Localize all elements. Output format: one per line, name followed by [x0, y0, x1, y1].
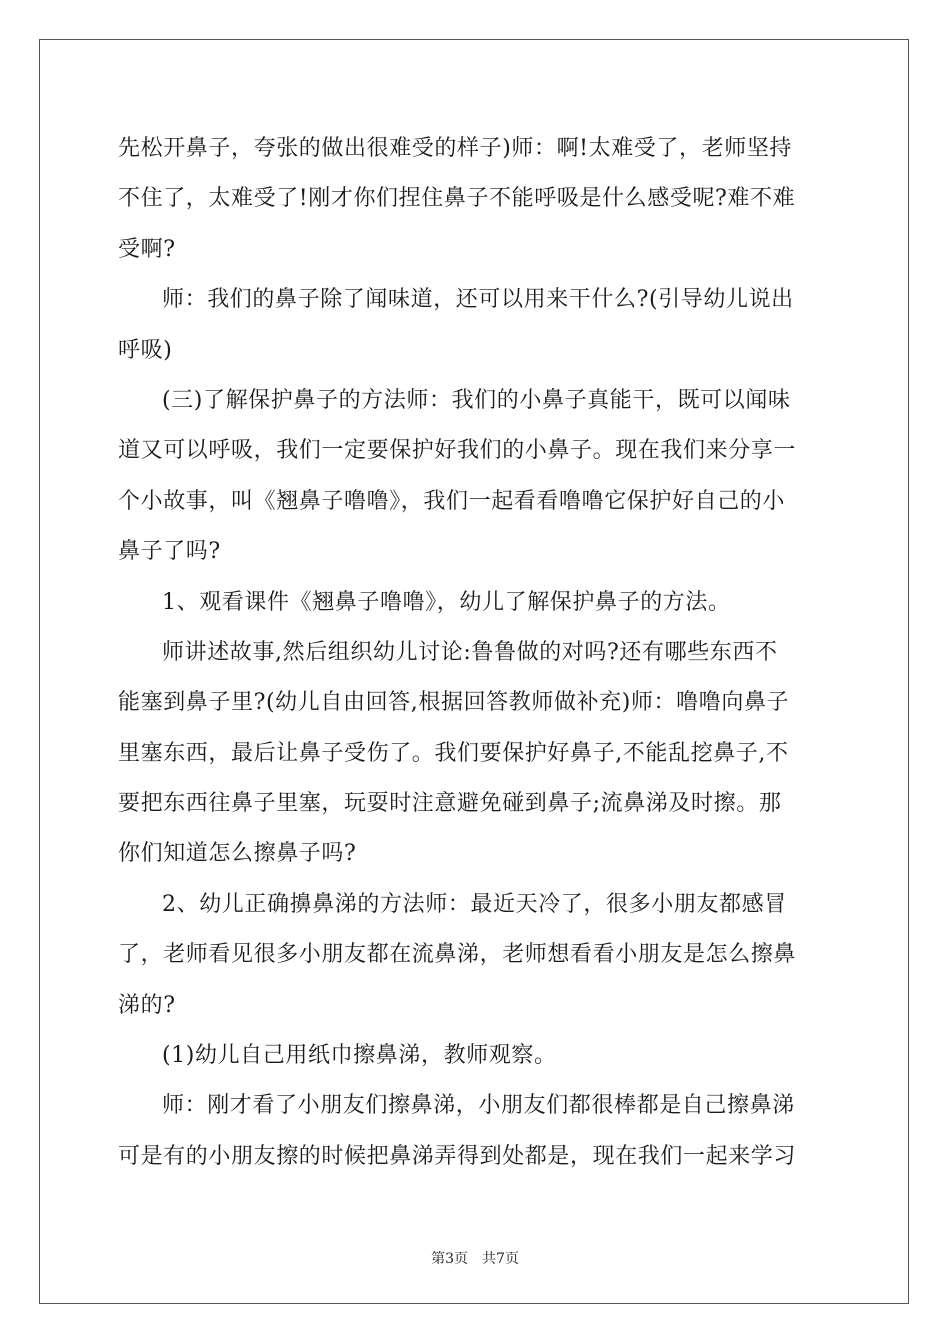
- text-line: 师：刚才看了小朋友们擦鼻涕，小朋友们都很棒都是自己擦鼻涕: [162, 1093, 795, 1119]
- text-line: 道又可以呼吸，我们一定要保护好我们的小鼻子。现在我们来分享一: [118, 438, 797, 464]
- text-line: 可是有的小朋友擦的时候把鼻涕弄得到处都是，现在我们一起来学习: [118, 1143, 797, 1169]
- text-line: 你们知道怎么擦鼻子吗?: [118, 841, 357, 867]
- page-number-total: 共7页: [482, 1251, 519, 1267]
- page-footer: [0, 1248, 950, 1268]
- text-line: 要把东西往鼻子里塞，玩耍时注意避免碰到鼻子;流鼻涕及时擦。那: [118, 791, 782, 817]
- text-line: (三)了解保护鼻子的方法师：我们的小鼻子真能干，既可以闻味: [162, 387, 791, 413]
- text-line: 受啊?: [118, 236, 176, 262]
- text-line: 师讲述故事,然后组织幼儿讨论:鲁鲁做的对吗?还有哪些东西不: [162, 639, 778, 665]
- text-line: 不住了，太难受了!刚才你们捏住鼻子不能呼吸是什么感受呢?难不难: [118, 186, 796, 212]
- text-line: 里塞东西，最后让鼻子受伤了。我们要保护好鼻子,不能乱挖鼻子,不: [118, 740, 789, 766]
- text-line: 1、观看课件《翘鼻子噜噜》，幼儿了解保护鼻子的方法。: [162, 589, 731, 615]
- text-line: 了，老师看见很多小朋友都在流鼻涕，老师想看看小朋友是怎么擦鼻: [118, 942, 797, 968]
- text-line: (1)幼儿自己用纸巾擦鼻涕，教师观察。: [162, 1043, 557, 1069]
- text-line: 呼吸): [118, 337, 173, 363]
- document-body: [118, 124, 836, 1182]
- page-number-current: 第3页: [431, 1251, 468, 1267]
- text-line: 鼻子了吗?: [118, 539, 221, 565]
- text-line: 能塞到鼻子里?(幼儿自由回答,根据回答教师做补充)师：噜噜向鼻子: [118, 690, 790, 716]
- text-line: 2、幼儿正确擤鼻涕的方法师：最近天冷了，很多小朋友都感冒: [162, 891, 787, 917]
- text-line: 师：我们的鼻子除了闻味道，还可以用来干什么?(引导幼儿说出: [162, 287, 794, 313]
- text-line: 涕的?: [118, 992, 176, 1018]
- text-line: 先松开鼻子，夸张的做出很难受的样子)师：啊!太难受了，老师坚持: [118, 136, 793, 161]
- text-line: 个小故事，叫《翘鼻子噜噜》，我们一起看看噜噜它保护好自己的小: [118, 488, 786, 514]
